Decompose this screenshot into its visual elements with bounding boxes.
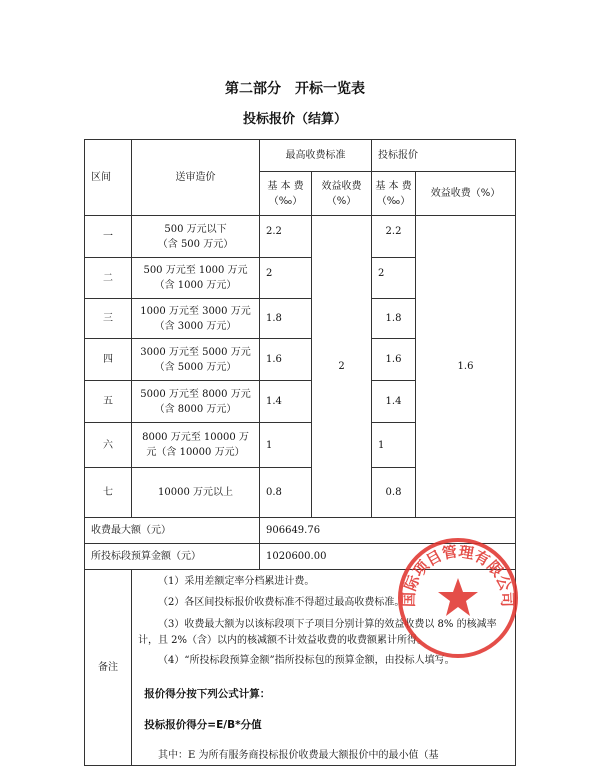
notes-row bbox=[85, 570, 516, 766]
row-range: 1000 万元至 3000 万元 （含 3000 万元） bbox=[132, 299, 260, 339]
row-max-basic: 2 bbox=[260, 258, 312, 299]
note-item: （4）“所投标段预算金额”指所投标包的预算金额，由投标人填写。 bbox=[158, 655, 455, 666]
notes-label: 备注 bbox=[85, 570, 132, 766]
row-bid-basic: 1.8 bbox=[372, 299, 416, 339]
header-max-standard: 最高收费标准 bbox=[260, 140, 372, 172]
row-range: 5000 万元至 8000 万元 （含 8000 万元） bbox=[132, 381, 260, 423]
row-interval: 六 bbox=[85, 423, 132, 468]
row-bid-basic: 2 bbox=[372, 258, 416, 299]
note-item: （3）收费最大额为以该标段项下子项目分别计算的效益收费以 8% 的核减率计，且 2%（含）以内的核减额不计效益收费的收费额累计所得。 bbox=[138, 619, 497, 646]
formula-intro: 报价得分按下列公式计算： bbox=[144, 687, 271, 700]
header-interval: 区间 bbox=[85, 140, 132, 216]
row-range: 8000 万元至 10000 万 元（含 10000 万元） bbox=[132, 423, 260, 468]
table-row bbox=[85, 216, 516, 258]
page-subtitle: 投标报价（结算） bbox=[242, 112, 347, 127]
budget-label: 所投标段预算金额（元） bbox=[85, 544, 260, 570]
header-bid-basic: 基 本 费 （‰） bbox=[372, 172, 416, 216]
budget-row bbox=[85, 544, 516, 570]
header-max-benefit: 效益收费 （%） bbox=[312, 172, 372, 216]
budget-value: 1020600.00 bbox=[260, 544, 516, 570]
seal-text-path: 国际项目管理有限公司 bbox=[399, 542, 517, 608]
max-fee-value: 906649.76 bbox=[260, 518, 516, 544]
formula-note: 其中：E 为所有服务商投标报价收费最大额报价中的最小值（基 bbox=[158, 749, 439, 761]
bid-price-table bbox=[84, 139, 516, 766]
row-range: 10000 万元以上 bbox=[132, 468, 260, 518]
note-item: （2）各区间投标报价收费标准不得超过最高收费标准。 bbox=[158, 597, 405, 608]
row-max-basic: 2.2 bbox=[260, 216, 312, 258]
row-max-basic: 1.6 bbox=[260, 339, 312, 381]
row-interval: 七 bbox=[85, 468, 132, 518]
max-fee-row bbox=[85, 518, 516, 544]
row-interval: 三 bbox=[85, 299, 132, 339]
header-max-basic: 基 本 费 （‰） bbox=[260, 172, 312, 216]
row-interval: 二 bbox=[85, 258, 132, 299]
row-bid-basic: 2.2 bbox=[372, 216, 416, 258]
header-bid-benefit: 效益收费（%） bbox=[416, 172, 516, 216]
row-range: 500 万元至 1000 万元 （含 1000 万元） bbox=[132, 258, 260, 299]
max-benefit-merged: 2 bbox=[312, 216, 372, 518]
header-bid-price: 投标报价 bbox=[372, 140, 516, 172]
table-header-row bbox=[85, 140, 516, 172]
row-max-basic: 1.8 bbox=[260, 299, 312, 339]
row-range: 3000 万元至 5000 万元 （含 5000 万元） bbox=[132, 339, 260, 381]
note-item: （1）采用差额定率分档累进计费。 bbox=[158, 576, 315, 587]
row-bid-basic: 0.8 bbox=[372, 468, 416, 518]
row-max-basic: 1 bbox=[260, 423, 312, 468]
formula: 投标报价得分=E/B*分值 bbox=[144, 719, 262, 731]
bid-benefit-merged: 1.6 bbox=[416, 216, 516, 518]
notes-body bbox=[132, 570, 516, 766]
row-bid-basic: 1.6 bbox=[372, 339, 416, 381]
page-title: 第二部分 开标一览表 bbox=[225, 81, 365, 97]
row-bid-basic: 1.4 bbox=[372, 381, 416, 423]
row-range: 500 万元以下 （含 500 万元） bbox=[132, 216, 260, 258]
row-interval: 五 bbox=[85, 381, 132, 423]
row-interval: 四 bbox=[85, 339, 132, 381]
row-bid-basic: 1 bbox=[372, 423, 416, 468]
header-cost: 送审造价 bbox=[132, 140, 260, 216]
row-interval: 一 bbox=[85, 216, 132, 258]
max-fee-label: 收费最大额（元） bbox=[85, 518, 260, 544]
row-max-basic: 0.8 bbox=[260, 468, 312, 518]
row-max-basic: 1.4 bbox=[260, 381, 312, 423]
